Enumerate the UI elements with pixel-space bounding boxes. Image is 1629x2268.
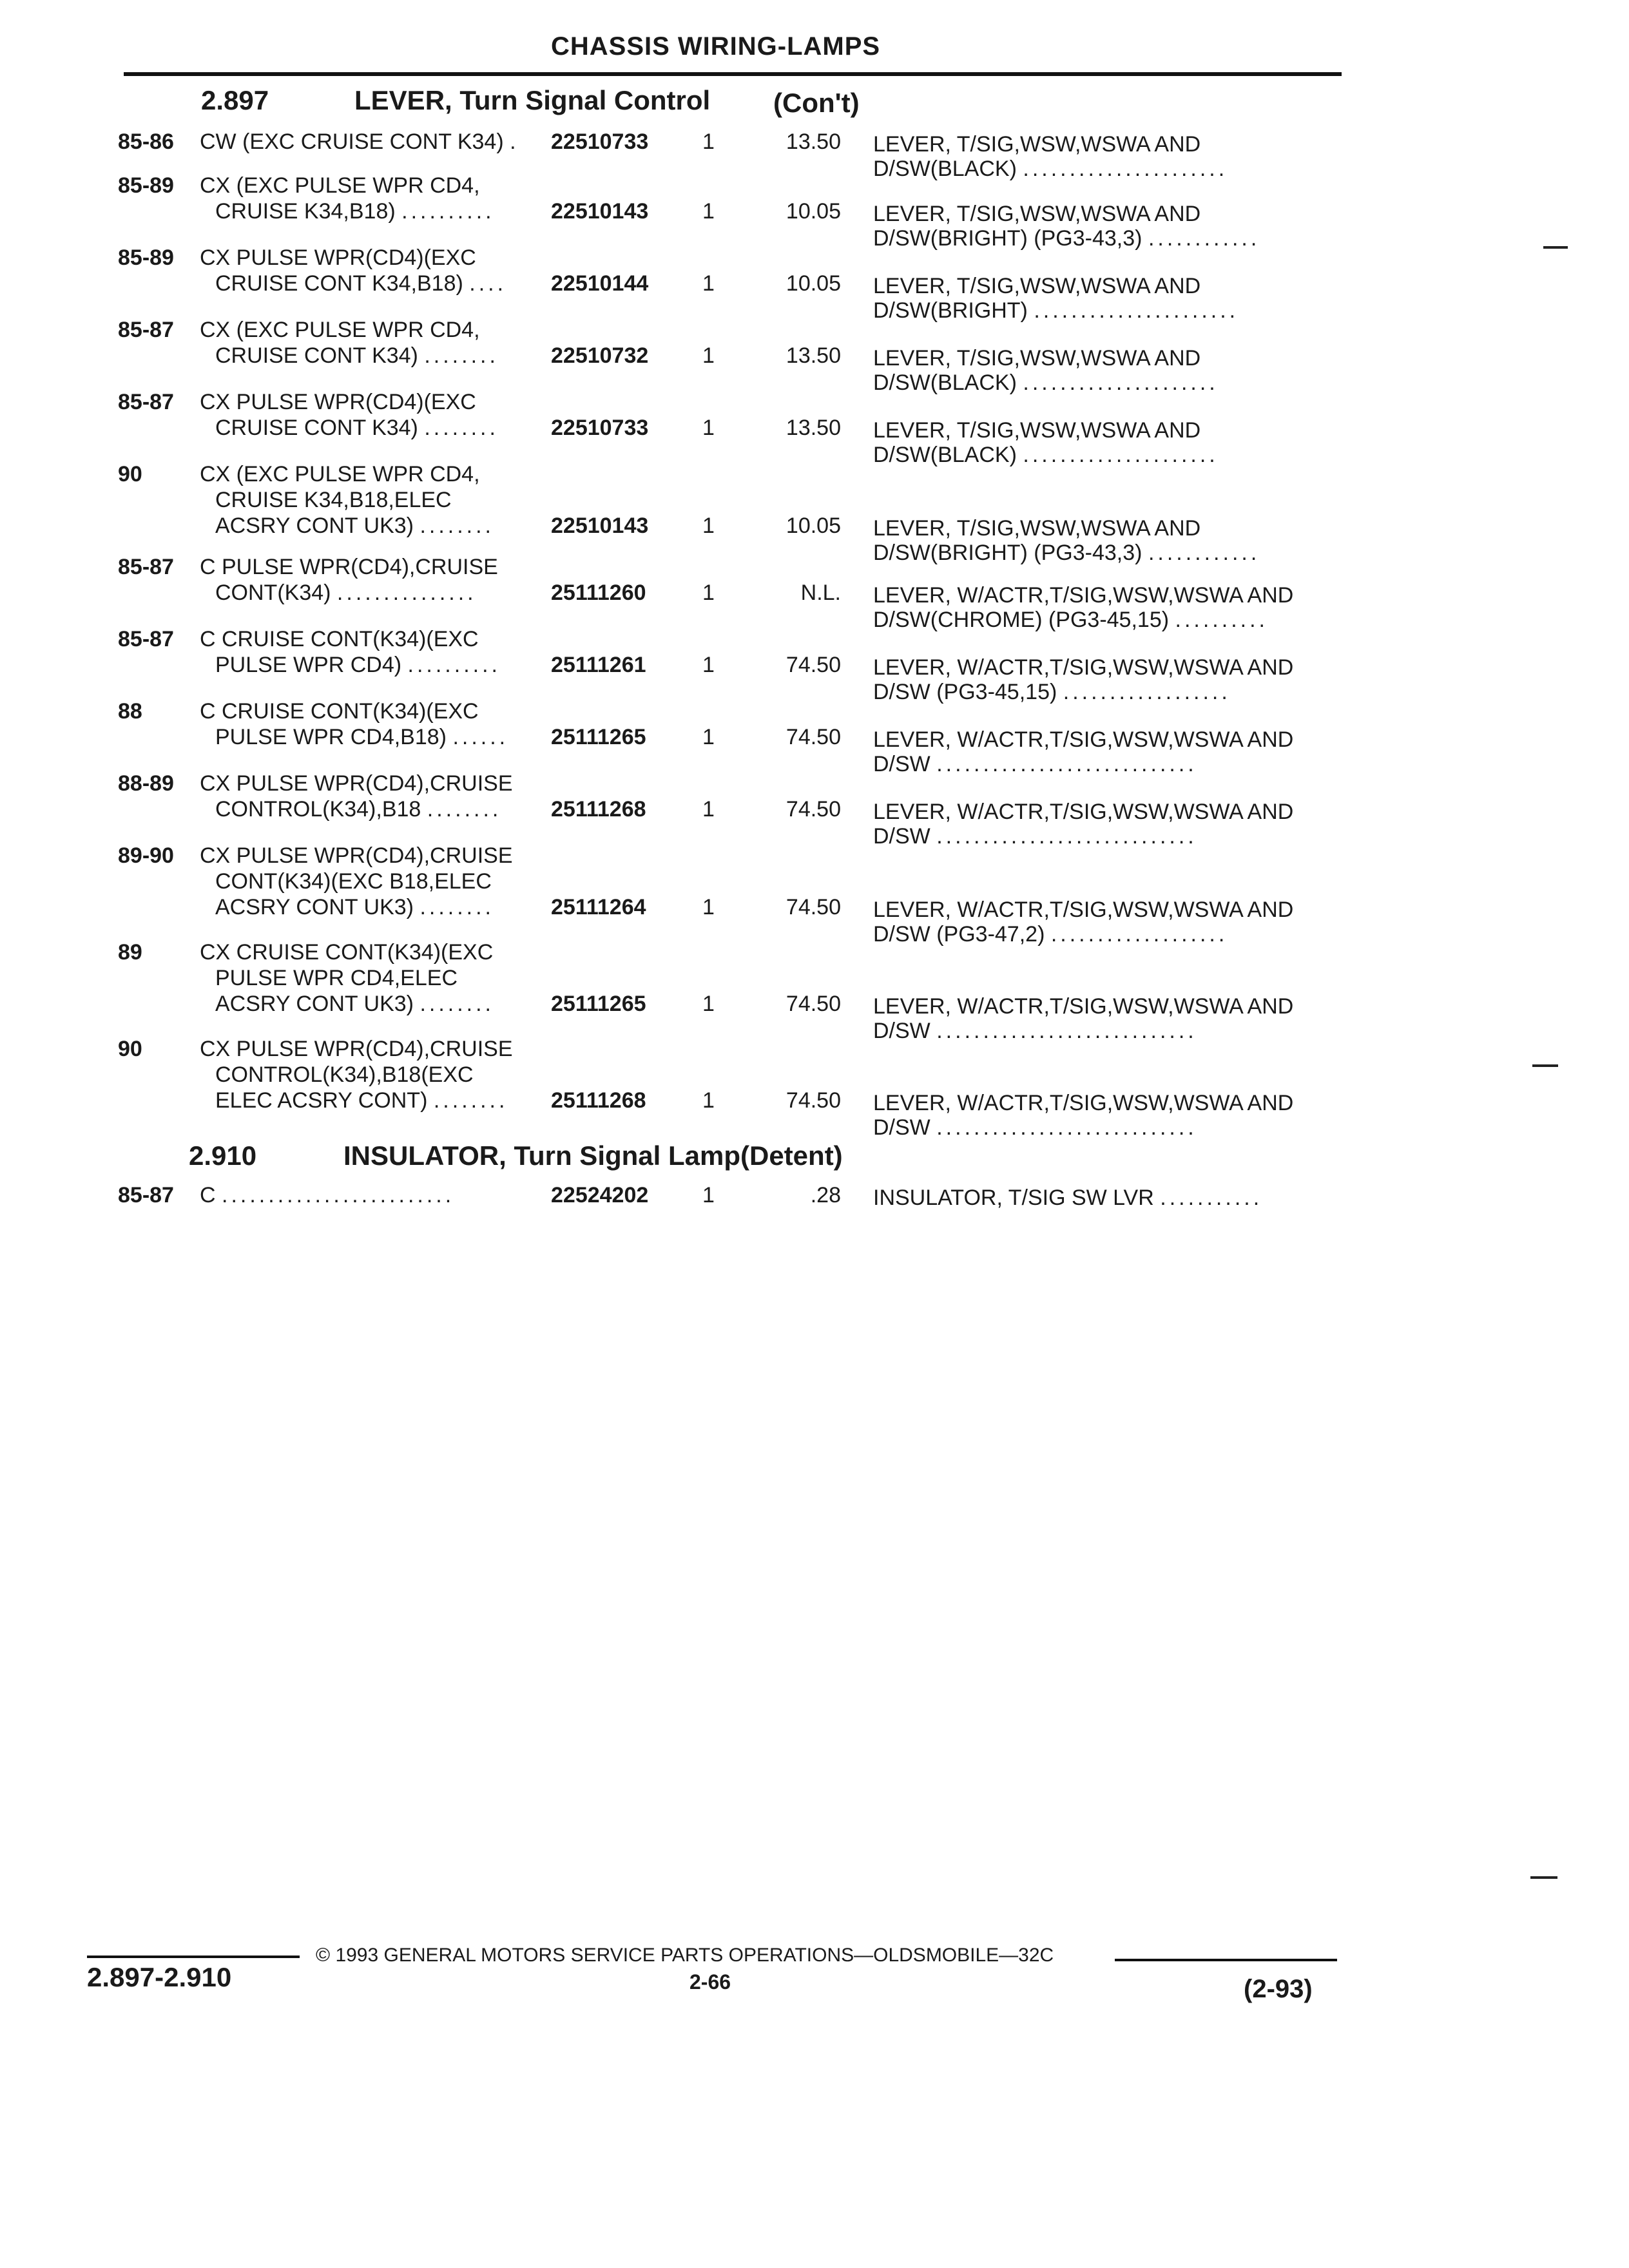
part-name-line: LEVER, T/SIG,WSW,WSWA AND <box>873 274 1201 298</box>
part-name <box>873 273 1239 322</box>
part-number: 22510732 <box>551 343 649 368</box>
leader-dots: ...................... <box>1034 298 1239 323</box>
part-name-line: LEVER, W/ACTR,T/SIG,WSW,WSWA AND <box>873 800 1294 824</box>
leader-dots: .......... <box>1175 608 1268 632</box>
footer-rule-right <box>1115 1959 1337 1961</box>
quantity: 1 <box>702 797 715 822</box>
usage-line: ELEC ACSRY CONT) <box>215 1088 428 1113</box>
quantity: 1 <box>702 653 715 677</box>
model-year: 85-86 <box>118 130 174 154</box>
quantity: 1 <box>702 1183 715 1207</box>
usage-line: CX PULSE WPR(CD4)(EXC <box>200 390 476 414</box>
usage-description <box>200 771 513 822</box>
margin-mark <box>1543 246 1568 249</box>
footer-revision: (2-93) <box>1244 1975 1313 2003</box>
usage-description <box>200 461 494 539</box>
part-number: 25111261 <box>551 653 646 677</box>
model-year: 89-90 <box>118 843 174 868</box>
usage-description <box>200 626 501 678</box>
section-title: LEVER, Turn Signal Control <box>354 85 711 115</box>
part-number: 22510144 <box>551 271 649 296</box>
part-name-line: D/SW(BRIGHT) <box>873 298 1028 323</box>
part-name-line: D/SW (PG3-45,15) <box>873 680 1057 704</box>
model-year: 88-89 <box>118 771 174 796</box>
usage-line: CX CRUISE CONT(K34)(EXC <box>200 940 494 965</box>
price: 74.50 <box>786 653 841 677</box>
model-year: 89 <box>118 940 142 965</box>
leader-dots: .................. <box>1063 680 1231 704</box>
usage-line: CONTROL(K34),B18(EXC <box>215 1062 474 1087</box>
model-year: 90 <box>118 462 142 486</box>
usage-description <box>200 245 506 296</box>
part-name-line: D/SW(BLACK) <box>873 370 1017 395</box>
price: 74.50 <box>786 992 841 1016</box>
footer-copyright: © 1993 GENERAL MOTORS SERVICE PARTS OPERATIONS—OLDSMOBILE—32C <box>316 1945 1054 1966</box>
quantity: 1 <box>702 895 715 919</box>
price: 10.05 <box>786 271 841 296</box>
usage-description <box>200 389 499 441</box>
part-name-line: D/SW(BRIGHT) (PG3-43,3) <box>873 226 1142 251</box>
price: 74.50 <box>786 725 841 749</box>
leader-dots: ................... <box>1050 922 1228 947</box>
leader-dots: ..................... <box>1023 443 1219 467</box>
usage-line: CRUISE CONT K34) <box>215 343 418 368</box>
part-name <box>873 418 1219 466</box>
part-name <box>873 727 1293 776</box>
part-name <box>873 131 1228 180</box>
quantity: 1 <box>702 416 715 440</box>
leader-dots: ............ <box>1148 226 1260 251</box>
price: 13.50 <box>786 343 841 368</box>
leader-dots: ..................... <box>1023 370 1219 395</box>
part-number: 25111268 <box>551 797 646 822</box>
part-name-line: D/SW(CHROME) (PG3-45,15) <box>873 608 1170 632</box>
part-name <box>873 515 1260 564</box>
footer-rule-left <box>87 1956 300 1958</box>
leader-dots: ......................... <box>222 1183 455 1207</box>
part-name-line: LEVER, W/ACTR,T/SIG,WSW,WSWA AND <box>873 994 1294 1019</box>
part-name-line: LEVER, T/SIG,WSW,WSWA AND <box>873 202 1201 226</box>
model-year: 85-89 <box>118 245 174 270</box>
quantity: 1 <box>702 130 715 154</box>
leader-dots: ........ <box>419 992 495 1016</box>
part-name <box>873 799 1293 848</box>
part-name-line: D/SW(BRIGHT) (PG3-43,3) <box>873 541 1142 565</box>
part-number: 25111265 <box>551 992 646 1016</box>
usage-description <box>200 1182 454 1208</box>
usage-line: CRUISE CONT K34) <box>215 416 418 440</box>
price: 10.05 <box>786 514 841 538</box>
model-year: 85-87 <box>118 390 174 414</box>
usage-line: CX PULSE WPR(CD4),CRUISE <box>200 843 513 868</box>
leader-dots: ............................ <box>936 824 1197 849</box>
leader-dots: ............ <box>1148 541 1260 565</box>
part-name-line: D/SW <box>873 1019 930 1043</box>
price: 13.50 <box>786 416 841 440</box>
part-name <box>873 1090 1293 1139</box>
section-number: 2.897 <box>201 85 269 115</box>
part-name-line: LEVER, W/ACTR,T/SIG,WSW,WSWA AND <box>873 655 1294 680</box>
part-number: 25111265 <box>551 725 646 749</box>
model-year: 85-87 <box>118 1183 174 1207</box>
usage-line: CRUISE K34,B18) <box>215 199 396 224</box>
page-title: CHASSIS WIRING-LAMPS <box>551 32 881 61</box>
part-name-line: D/SW(BLACK) <box>873 157 1017 181</box>
footer-section-range: 2.897-2.910 <box>87 1962 232 1992</box>
part-name-line: D/SW <box>873 824 930 849</box>
leader-dots: . <box>510 130 519 154</box>
price: 74.50 <box>786 895 841 919</box>
leader-dots: ........ <box>419 514 495 538</box>
leader-dots: ........ <box>433 1088 508 1113</box>
part-name-line: D/SW <box>873 1115 930 1140</box>
price: 74.50 <box>786 797 841 822</box>
part-name <box>873 201 1260 250</box>
usage-line: CX (EXC PULSE WPR CD4, <box>200 173 480 198</box>
part-number: 25111268 <box>551 1088 646 1113</box>
part-number: 25111260 <box>551 581 646 605</box>
model-year: 85-89 <box>118 173 174 198</box>
leader-dots: ........ <box>424 343 499 368</box>
section-number: 2.910 <box>189 1140 257 1171</box>
usage-line: CX (EXC PULSE WPR CD4, <box>200 462 480 486</box>
usage-description <box>200 129 519 155</box>
usage-line: PULSE WPR CD4,ELEC <box>215 966 458 990</box>
usage-description <box>200 843 513 920</box>
usage-line: ACSRY CONT UK3) <box>215 992 414 1016</box>
leader-dots: ........ <box>424 416 499 440</box>
leader-dots: ............................ <box>936 1019 1197 1043</box>
quantity: 1 <box>702 581 715 605</box>
part-name <box>873 994 1293 1043</box>
leader-dots: .... <box>469 271 507 296</box>
part-name-line: LEVER, W/ACTR,T/SIG,WSW,WSWA AND <box>873 898 1294 922</box>
part-name-line: D/SW (PG3-47,2) <box>873 922 1045 947</box>
usage-line: ACSRY CONT UK3) <box>215 514 414 538</box>
usage-description <box>200 1036 513 1113</box>
price: .28 <box>810 1183 841 1207</box>
usage-line: CONT(K34)(EXC B18,ELEC <box>215 869 492 894</box>
usage-line: CRUISE K34,B18,ELEC <box>215 488 452 512</box>
part-name-line: LEVER, T/SIG,WSW,WSWA AND <box>873 418 1201 443</box>
usage-description <box>200 939 494 1017</box>
usage-line: C CRUISE CONT(K34)(EXC <box>200 699 479 724</box>
part-number: 22510733 <box>551 130 649 154</box>
part-name-line: LEVER, T/SIG,WSW,WSWA AND <box>873 346 1201 370</box>
leader-dots: ...... <box>452 725 509 749</box>
leader-dots: .......... <box>401 199 495 224</box>
part-number: 22510143 <box>551 199 649 224</box>
model-year: 85-87 <box>118 318 174 342</box>
usage-line: C CRUISE CONT(K34)(EXC <box>200 627 479 651</box>
model-year: 85-87 <box>118 555 174 579</box>
price: 74.50 <box>786 1088 841 1113</box>
part-name-line: LEVER, T/SIG,WSW,WSWA AND <box>873 516 1201 541</box>
model-year: 90 <box>118 1037 142 1061</box>
part-name <box>873 582 1293 631</box>
model-year: 85-87 <box>118 627 174 651</box>
leader-dots: ............................ <box>936 1115 1197 1140</box>
part-number: 22510143 <box>551 514 649 538</box>
price: N.L. <box>800 581 841 605</box>
leader-dots: ........... <box>1160 1186 1263 1210</box>
part-name-line: INSULATOR, T/SIG SW LVR <box>873 1186 1154 1210</box>
part-name-line: LEVER, W/ACTR,T/SIG,WSW,WSWA AND <box>873 583 1294 608</box>
part-name <box>873 897 1293 946</box>
usage-line: PULSE WPR CD4) <box>215 653 402 677</box>
usage-description <box>200 554 498 606</box>
leader-dots: .......... <box>407 653 501 677</box>
continued-label: (Con't) <box>773 88 860 118</box>
margin-mark <box>1532 1064 1558 1067</box>
usage-line: CX PULSE WPR(CD4),CRUISE <box>200 771 513 796</box>
usage-line: CONTROL(K34),B18 <box>215 797 421 822</box>
quantity: 1 <box>702 725 715 749</box>
usage-description <box>200 698 508 750</box>
part-name-line: D/SW <box>873 752 930 776</box>
part-number: 22510733 <box>551 416 649 440</box>
part-name-line: D/SW(BLACK) <box>873 443 1017 467</box>
quantity: 1 <box>702 1088 715 1113</box>
footer-page-number: 2-66 <box>689 1970 731 1994</box>
usage-line: CX PULSE WPR(CD4)(EXC <box>200 245 476 270</box>
usage-description <box>200 173 495 224</box>
usage-line: CW (EXC CRUISE CONT K34) <box>200 130 504 154</box>
quantity: 1 <box>702 199 715 224</box>
leader-dots: ........ <box>427 797 502 822</box>
usage-line: C <box>200 1183 216 1207</box>
model-year: 88 <box>118 699 142 724</box>
leader-dots: ...................... <box>1023 157 1228 181</box>
price: 10.05 <box>786 199 841 224</box>
section-title: INSULATOR, Turn Signal Lamp(Detent) <box>343 1140 843 1171</box>
part-number: 25111264 <box>551 895 646 919</box>
margin-mark <box>1530 1876 1557 1879</box>
usage-line: CX (EXC PULSE WPR CD4, <box>200 318 480 342</box>
quantity: 1 <box>702 343 715 368</box>
usage-line: PULSE WPR CD4,B18) <box>215 725 447 749</box>
header-rule <box>124 72 1342 76</box>
part-number: 22524202 <box>551 1183 649 1207</box>
part-name <box>873 655 1293 704</box>
quantity: 1 <box>702 514 715 538</box>
usage-line: C PULSE WPR(CD4),CRUISE <box>200 555 498 579</box>
part-name-line: LEVER, W/ACTR,T/SIG,WSW,WSWA AND <box>873 727 1294 752</box>
usage-description <box>200 317 499 369</box>
usage-line: CRUISE CONT K34,B18) <box>215 271 463 296</box>
part-name <box>873 345 1219 394</box>
part-name-line: LEVER, W/ACTR,T/SIG,WSW,WSWA AND <box>873 1091 1294 1115</box>
part-name-line: LEVER, T/SIG,WSW,WSWA AND <box>873 132 1201 157</box>
leader-dots: ............................ <box>936 752 1197 776</box>
usage-line: CX PULSE WPR(CD4),CRUISE <box>200 1037 513 1061</box>
quantity: 1 <box>702 992 715 1016</box>
usage-line: CONT(K34) <box>215 581 331 605</box>
leader-dots: ........ <box>419 895 495 919</box>
part-name <box>873 1185 1262 1209</box>
price: 13.50 <box>786 130 841 154</box>
usage-line: ACSRY CONT UK3) <box>215 895 414 919</box>
quantity: 1 <box>702 271 715 296</box>
leader-dots: ............... <box>336 581 477 605</box>
